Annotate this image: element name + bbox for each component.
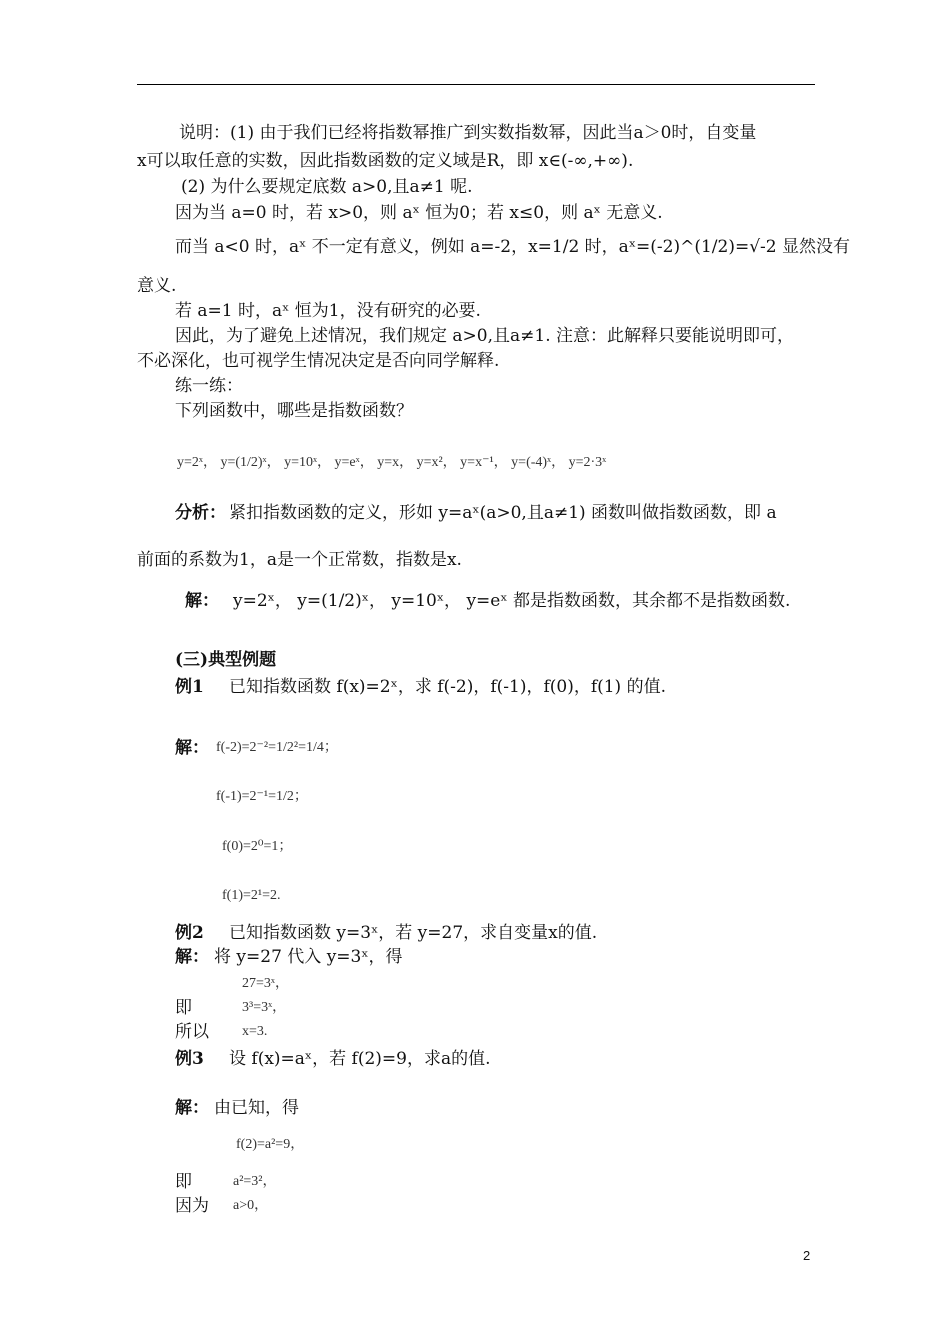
practice-functions: y=2ˣ， y=(1/2)ˣ， y=10ˣ， y=eˣ， y=x， y=x²， y=x⁻¹， y=(-4)ˣ， y=2·3ˣ <box>177 455 607 470</box>
example2-solution-label: 解： <box>175 947 209 967</box>
example1-step-3: f(0)=2⁰=1； <box>222 839 293 854</box>
example2-step-3: 3³=3ˣ， <box>242 1000 287 1015</box>
example1-step-1: f(-2)=2⁻²=1/2²=1/4； <box>216 740 338 755</box>
note-line-8: 因此，为了避免上述情况，我们规定 a>0,且a≠1. 注意：此解释只要能说明即可， <box>175 326 795 346</box>
note-line-2: x可以取任意的实数，因此指数函数的定义域是R，即 x∈(-∞,+∞). <box>137 151 634 171</box>
example3-step-3-label: 即 <box>175 1172 192 1192</box>
example1-solution-label: 解： <box>175 738 209 758</box>
note-line-5: 而当 a<0 时，aˣ 不一定有意义，例如 a=-2，x=1/2 时，aˣ=(-2)^(1/2)=√-2 显然没有 <box>175 237 851 257</box>
example2-step-2: 27=3ˣ， <box>242 976 289 991</box>
practice-question: 下列函数中，哪些是指数函数？ <box>175 401 413 421</box>
example2-step-4-label: 所以 <box>175 1022 209 1042</box>
analysis-line-1: 紧扣指数函数的定义，形如 y=aˣ(a>0,且a≠1) 函数叫做指数函数，即 a <box>229 503 777 523</box>
example2-label: 例2 <box>175 923 204 943</box>
analysis-line-2: 前面的系数为1，a是一个正常数，指数是x. <box>137 550 462 570</box>
example1-step-4: f(1)=2¹=2. <box>222 888 281 903</box>
note-line-1: 说明：(1) 由于我们已经将指数幂推广到实数指数幂，因此当a＞0时，自变量 <box>179 123 757 143</box>
example3-step-3: a²=3²， <box>233 1174 277 1189</box>
example1-step-2: f(-1)=2⁻¹=1/2； <box>216 789 308 804</box>
practice-title: 练一练： <box>175 376 243 396</box>
section-title: (三)典型例题 <box>175 650 277 670</box>
note-line-4: 因为当 a=0 时，若 x>0，则 aˣ 恒为0；若 x≤0，则 aˣ 无意义. <box>175 203 663 223</box>
example2-step-4: x=3. <box>242 1024 268 1039</box>
example2-text: 已知指数函数 y=3ˣ，若 y=27，求自变量x的值. <box>229 923 598 943</box>
example3-step-1: 由已知，得 <box>214 1098 299 1118</box>
example3-step-4: a>0， <box>233 1198 269 1213</box>
example3-label: 例3 <box>175 1049 204 1069</box>
page-number: 2 <box>803 1248 811 1263</box>
header-rule <box>137 84 815 85</box>
example3-step-2: f(2)=a²=9， <box>236 1137 305 1152</box>
example2-step-3-label: 即 <box>175 998 192 1018</box>
answer-text: y=2ˣ， y=(1/2)ˣ， y=10ˣ， y=eˣ 都是指数函数，其余都不是指数函数. <box>233 591 791 611</box>
example2-step-1: 将 y=27 代入 y=3ˣ，得 <box>214 947 403 967</box>
example1-label: 例1 <box>175 677 204 697</box>
answer-label: 解： <box>185 591 219 611</box>
example3-solution-label: 解： <box>175 1098 209 1118</box>
analysis-label: 分析： <box>175 503 226 523</box>
example1-text: 已知指数函数 f(x)=2ˣ，求 f(-2)，f(-1)，f(0)，f(1) 的值. <box>229 677 667 697</box>
example3-step-4-label: 因为 <box>175 1196 209 1216</box>
note-line-3: (2) 为什么要规定底数 a>0,且a≠1 呢. <box>181 177 473 197</box>
example3-text: 设 f(x)=aˣ，若 f(2)=9，求a的值. <box>229 1049 491 1069</box>
note-line-9: 不必深化，也可视学生情况决定是否向同学解释. <box>137 351 500 371</box>
note-line-6: 意义. <box>137 276 177 296</box>
note-line-7: 若 a=1 时，aˣ 恒为1，没有研究的必要. <box>175 301 481 321</box>
